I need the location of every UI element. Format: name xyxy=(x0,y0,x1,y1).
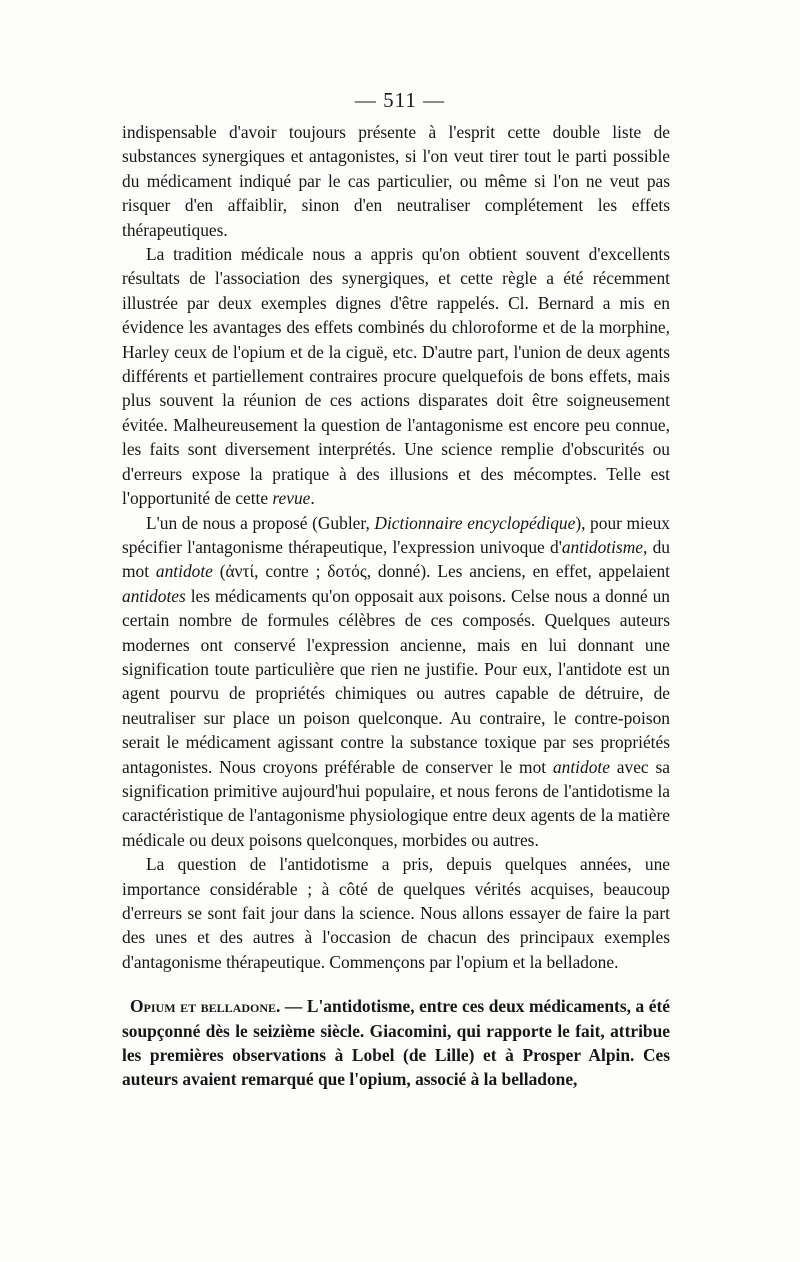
text-run: antidote xyxy=(155,561,213,582)
text-run: . xyxy=(310,488,315,509)
paragraph-3 xyxy=(122,511,670,853)
text-run: (ἀντί, contre ; δοτός, donné). Les anciens, en effet, appelaient xyxy=(212,561,670,582)
paragraph-2 xyxy=(122,242,670,510)
page-number: — 511 — xyxy=(354,88,446,112)
text-run: Dictionnaire encyclopédique xyxy=(374,512,576,533)
text-run: indispensable d'avoir toujours présente à l'esprit cette double liste de substances synergiques et antagonistes, si l'on veut tirer tout le parti possible du médicament indiqué par le cas particulier, ou même si l'on ne veut pas risquer d'en affaiblir, sinon d'en neutraliser complétement les effets thérapeutiques. xyxy=(122,122,670,240)
paragraph-section-opium-belladone xyxy=(122,994,670,1092)
text-run: antidotes xyxy=(122,585,186,606)
text-run: revue xyxy=(272,488,311,509)
paragraph-1 xyxy=(122,120,670,242)
text-run: avec sa signification primitive aujourd'hui populaire, et nous ferons de l'antidotisme la caractéristique de l'antagonisme physiologique entre deux agents de la matière médicale ou deux poisons quelconques, morbides ou autres. xyxy=(122,756,670,850)
paragraph-4 xyxy=(122,852,670,974)
text-run: antidote xyxy=(552,756,610,777)
text-run: antidotisme xyxy=(561,536,644,557)
text-run: — L'antidotisme, entre ces deux médicaments, a été soupçonné dès le seizième siècle. Giacomini, qui rapporte le fait, attribue les premières observations à Lobel (de Lille) et à Prosper Alpin. Ces auteurs avaient remarqué que l'opium, associé à la belladone, xyxy=(122,996,670,1090)
text-run: La tradition médicale nous a appris qu'on obtient souvent d'excellents résultats de l'association des synergiques, et cette règle a été récemment illustrée par deux exemples dignes d'être rappelés. Cl. Bernard a mis en évidence les avantages des effets combinés du chloroforme et de la morphine, Harley ceux de l'opium et de la ciguë, etc. D'autre part, l'union de deux agents différents et partiellement contraires procure quelquefois de bons effets, mais plus souvent la réunion de ces actions disparates doit être soigneusement évitée. Malheureusement la question de l'antagonisme est encore peu connue, les faits sont diversement interprétés. Une science remplie d'obscurités ou d'erreurs expose la pratique à des illusions et des mécomptes. Telle est l'opportunité de cette xyxy=(122,244,670,509)
text-run: , du mot xyxy=(122,536,671,582)
text-run: L'un de nous a proposé (Gubler, xyxy=(146,512,375,533)
text-run: Opium et belladone. xyxy=(130,996,281,1017)
text-run: La question de l'antidotisme a pris, depuis quelques années, une importance considérable ; à côté de quelques vérités acquises, beaucoup d'erreurs se sont fait jour dans la science. Nous allons essayer de faire la part des unes et des autres à l'occasion de chacun des principaux exemples d'antagonisme thérapeutique. Commençons par l'opium et la belladone. xyxy=(122,854,670,972)
text-run: les médicaments qu'on opposait aux poisons. Celse nous a donné un certain nombre de formules célèbres de ces composés. Quelques auteurs modernes ont conservé l'expression ancienne, mais en lui donnant une signification toute particulière que rien ne justifie. Pour eux, l'antidote est un agent pourvu de propriétés chimiques ou autres capable de détruire, de neutraliser sur place un poison quelconque. Au contraire, le contre-poison serait le médicament agissant contre la substance toxique par ses propriétés antagonistes. Nous croyons préférable de conserver le mot xyxy=(122,585,670,777)
body-text xyxy=(122,120,670,1092)
text-run: ), pour mieux spécifier l'antagonisme thérapeutique, l'expression univoque d' xyxy=(122,512,670,557)
